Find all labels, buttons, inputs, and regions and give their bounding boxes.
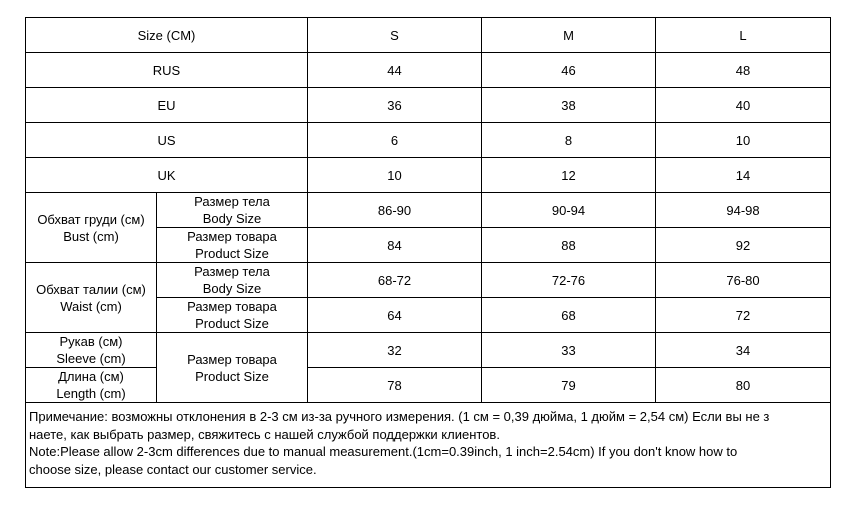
waist-label-en: Waist (cm) [60, 298, 122, 314]
waist-body-m: 72-76 [482, 263, 656, 298]
eu-label: EU [26, 88, 308, 123]
waist-product-size-label [157, 298, 308, 333]
us-m: 8 [482, 123, 656, 158]
note-row [26, 403, 831, 488]
length-m: 79 [482, 368, 656, 403]
us-s: 6 [308, 123, 482, 158]
waist-body-size-ru: Размер тела [194, 264, 270, 279]
eu-l: 40 [656, 88, 831, 123]
length-s: 78 [308, 368, 482, 403]
uk-row [26, 158, 831, 193]
eu-row [26, 88, 831, 123]
sleeve-s: 32 [308, 333, 482, 368]
rus-s: 44 [308, 53, 482, 88]
uk-label: UK [26, 158, 308, 193]
bust-product-s: 84 [308, 228, 482, 263]
size-chart-table [25, 17, 831, 488]
rus-row [26, 53, 831, 88]
waist-label-ru: Обхват талии (см) [36, 281, 146, 297]
us-label: US [26, 123, 308, 158]
sleeve-row [26, 333, 831, 368]
bust-product-size-label [157, 228, 308, 263]
bust-product-l: 92 [656, 228, 831, 263]
length-label-ru: Длина (см) [58, 369, 124, 384]
size-header-label: Size (CM) [26, 18, 308, 53]
waist-body-row [26, 263, 831, 298]
eu-s: 36 [308, 88, 482, 123]
uk-l: 14 [656, 158, 831, 193]
sleeve-label-ru: Рукав (см) [59, 334, 123, 349]
sleeve-label-en: Sleeve (cm) [56, 351, 126, 366]
bust-label-ru: Обхват груди (см) [37, 211, 145, 227]
waist-body-s: 68-72 [308, 263, 482, 298]
shared-product-size-ru: Размер товара [187, 351, 277, 367]
rus-l: 48 [656, 53, 831, 88]
length-row [26, 368, 831, 403]
note-line-en-1: Note:Please allow 2-3cm differences due to manual measurement.(1cm=0.39inch, 1 inch=2.54cm) If you don't know how to [29, 444, 738, 459]
rus-label: RUS [26, 53, 308, 88]
size-m-header: M [482, 18, 656, 53]
waist-body-size-label [157, 263, 308, 298]
shared-product-size-label [157, 333, 308, 403]
uk-m: 12 [482, 158, 656, 193]
bust-body-l: 94-98 [656, 193, 831, 228]
waist-product-size-en: Product Size [195, 316, 269, 331]
bust-body-s: 86-90 [308, 193, 482, 228]
waist-product-m: 68 [482, 298, 656, 333]
bust-product-size-ru: Размер товара [187, 229, 277, 244]
us-l: 10 [656, 123, 831, 158]
note-line-en-2: choose size, please contact our customer service. [29, 461, 317, 477]
us-row [26, 123, 831, 158]
length-label [26, 368, 157, 403]
note-line-ru-2: наете, как выбрать размер, свяжитесь с нашей службой поддержки клиентов. [29, 426, 500, 442]
uk-s: 10 [308, 158, 482, 193]
length-l: 80 [656, 368, 831, 403]
waist-product-size-ru: Размер товара [187, 299, 277, 314]
bust-body-row [26, 193, 831, 228]
rus-m: 46 [482, 53, 656, 88]
waist-body-size-en: Body Size [202, 281, 262, 296]
bust-body-size-en: Body Size [202, 211, 262, 226]
sleeve-m: 33 [482, 333, 656, 368]
bust-product-m: 88 [482, 228, 656, 263]
bust-label [26, 193, 157, 263]
bust-product-size-en: Product Size [195, 246, 269, 261]
length-label-en: Length (cm) [56, 386, 126, 401]
sleeve-label [26, 333, 157, 368]
waist-product-s: 64 [308, 298, 482, 333]
size-l-header: L [656, 18, 831, 53]
bust-body-size-ru: Размер тела [194, 194, 270, 209]
size-s-header: S [308, 18, 482, 53]
eu-m: 38 [482, 88, 656, 123]
sleeve-l: 34 [656, 333, 831, 368]
bust-body-size-label [157, 193, 308, 228]
bust-body-m: 90-94 [482, 193, 656, 228]
waist-label [26, 263, 157, 333]
waist-product-l: 72 [656, 298, 831, 333]
waist-body-l: 76-80 [656, 263, 831, 298]
header-row [26, 18, 831, 53]
bust-label-en: Bust (cm) [63, 228, 119, 244]
note-line-ru-1: Примечание: возможны отклонения в 2-3 см из-за ручного измерения. (1 см = 0,39 дюйма, 1 дюйм = 2,54 см) Если вы не з [29, 409, 770, 424]
shared-product-size-en: Product Size [195, 368, 269, 384]
note-cell [26, 403, 831, 488]
